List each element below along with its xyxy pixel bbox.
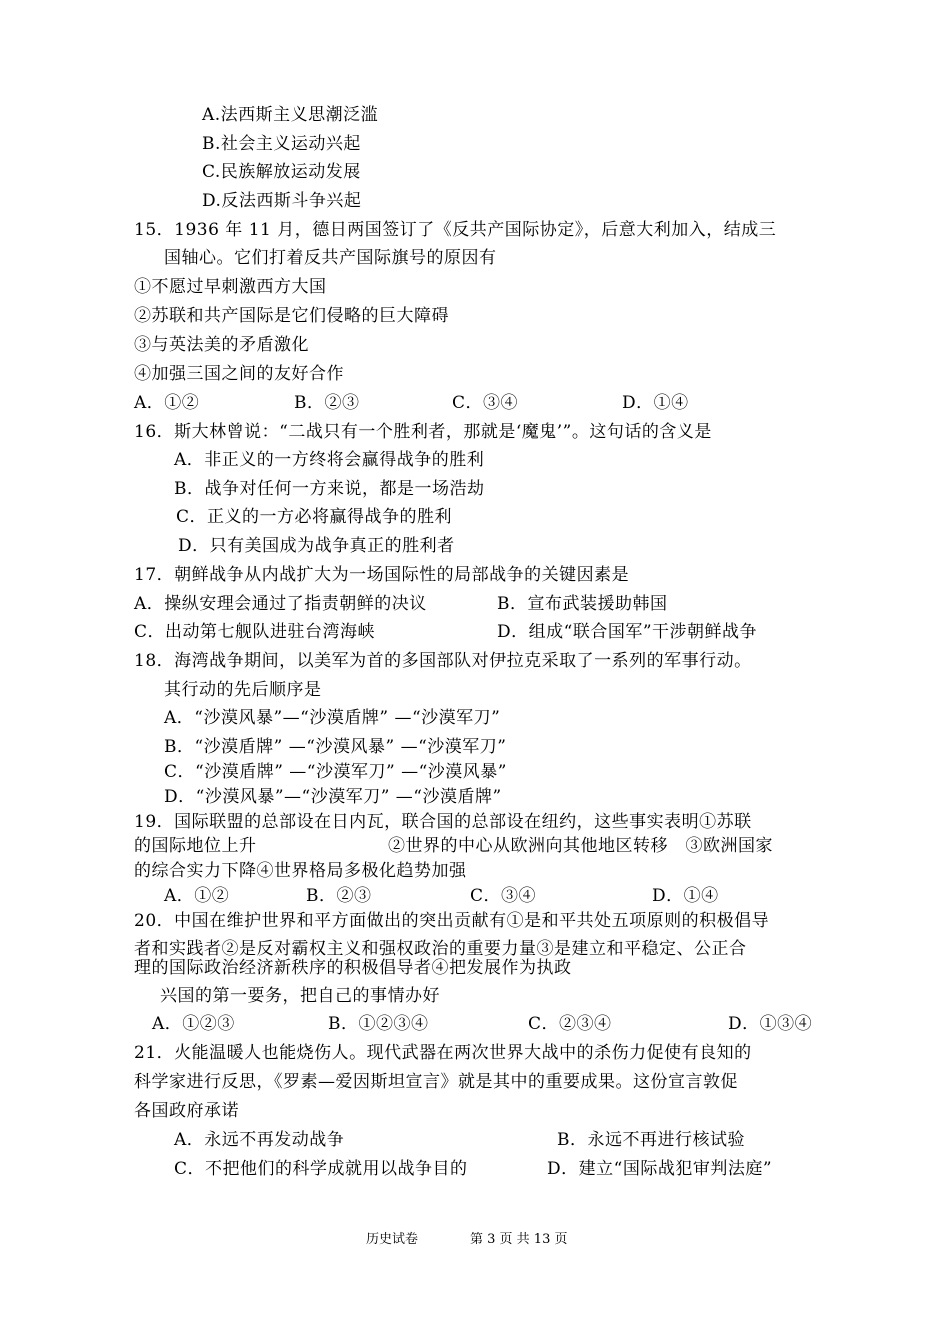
q16-stem: 16．斯大林曾说：“二战只有一个胜利者，那就是‘魔鬼’”。这句话的含义是 xyxy=(134,422,712,442)
q21-stem-line2: 科学家进行反思，《罗素—爱因斯坦宣言》就是其中的重要成果。这份宣言敦促 xyxy=(134,1072,738,1092)
q14-option-c: C.民族解放运动发展 xyxy=(202,162,361,182)
q21-option-d: D．建立“国际战犯审判法庭” xyxy=(547,1159,773,1179)
q15-stem-line2: 国轴心。它们打着反共产国际旗号的原因有 xyxy=(164,248,497,268)
q19-stem-line2b: ②世界的中心从欧洲向其他地区转移 ③欧洲国家 xyxy=(388,836,773,856)
q14-option-d: D.反法西斯斗争兴起 xyxy=(202,191,362,211)
q17-option-d: D．组成“联合国军”干涉朝鲜战争 xyxy=(497,622,758,642)
q21-option-a: A．永远不再发动战争 xyxy=(174,1130,345,1150)
q18-stem-line2: 其行动的先后顺序是 xyxy=(164,680,322,700)
q19-stem-line1: 19．国际联盟的总部设在日内瓦，联合国的总部设在纽约，这些事实表明①苏联 xyxy=(134,812,752,832)
q17-option-c: C．出动第七舰队进驻台湾海峡 xyxy=(134,622,376,642)
q16-option-d: D．只有美国成为战争真正的胜利者 xyxy=(178,536,455,556)
q14-option-a: A.法西斯主义思潮泛滥 xyxy=(202,105,379,125)
q17-stem: 17．朝鲜战争从内战扩大为一场国际性的局部战争的关键因素是 xyxy=(134,565,630,585)
q19-stem-line3: 的综合实力下降④世界格局多极化趋势加强 xyxy=(134,861,467,881)
q15-option-b: B．②③ xyxy=(294,393,360,413)
q19-option-c: C．③④ xyxy=(470,886,537,906)
q15-item-4: ④加强三国之间的友好合作 xyxy=(134,364,344,384)
footer-page-number: 第 3 页 共 13 页 xyxy=(470,1232,568,1247)
q20-stem-line1: 20．中国在维护世界和平方面做出的突出贡献有①是和平共处五项原则的积极倡导 xyxy=(134,911,770,931)
q19-stem-line2a: 的国际地位上升 xyxy=(134,836,257,856)
q18-option-a: A．“沙漠风暴”—“沙漠盾牌” —“沙漠军刀” xyxy=(164,708,501,728)
q16-option-b: B．战争对任何一方来说，都是一场浩劫 xyxy=(174,479,485,499)
q16-option-a: A．非正义的一方终将会赢得战争的胜利 xyxy=(174,450,485,470)
q18-option-d: D．“沙漠风暴”—“沙漠军刀” —“沙漠盾牌” xyxy=(164,787,502,807)
q21-option-c: C．不把他们的科学成就用以战争目的 xyxy=(174,1159,468,1179)
q20-option-a: A．①②③ xyxy=(152,1014,235,1034)
q14-option-b: B.社会主义运动兴起 xyxy=(202,134,361,154)
q18-stem-line1: 18．海湾战争期间，以美军为首的多国部队对伊拉克采取了一系列的军事行动。 xyxy=(134,651,752,671)
q20-stem-line3: 理的国际政治经济新秩序的积极倡导者④把发展作为执政 xyxy=(134,958,572,978)
q18-option-b: B．“沙漠盾牌” —“沙漠风暴” —“沙漠军刀” xyxy=(164,737,507,757)
q20-option-d: D．①③④ xyxy=(728,1014,813,1034)
q17-option-a: A．操纵安理会通过了指责朝鲜的决议 xyxy=(134,594,427,614)
q21-stem-line3: 各国政府承诺 xyxy=(134,1101,239,1121)
q21-stem-line1: 21．火能温暖人也能烧伤人。现代武器在两次世界大战中的杀伤力促使有良知的 xyxy=(134,1043,752,1063)
q20-stem-line2: 者和实践者②是反对霸权主义和强权政治的重要力量③是建立和平稳定、公正合 xyxy=(134,939,747,959)
q15-option-c: C．③④ xyxy=(452,393,519,413)
q18-option-c: C．“沙漠盾牌” —“沙漠军刀” —“沙漠风暴” xyxy=(164,762,507,782)
q15-item-2: ②苏联和共产国际是它们侵略的巨大障碍 xyxy=(134,306,449,326)
q21-option-b: B．永远不再进行核试验 xyxy=(557,1130,745,1150)
q15-stem-line1: 15．1936 年 11 月，德日两国签订了《反共产国际协定》，后意大利加入，结成三 xyxy=(134,220,777,240)
q15-option-d: D．①④ xyxy=(622,393,689,413)
q20-option-b: B．①②③④ xyxy=(328,1014,429,1034)
q15-item-1: ①不愿过早刺激西方大国 xyxy=(134,277,327,297)
q20-option-c: C．②③④ xyxy=(528,1014,612,1034)
q19-option-a: A．①② xyxy=(164,886,230,906)
q15-option-a: A．①② xyxy=(134,393,200,413)
q16-option-c: C．正义的一方必将赢得战争的胜利 xyxy=(176,507,453,527)
q20-stem-line4: 兴国的第一要务，把自己的事情办好 xyxy=(160,986,440,1006)
q17-option-b: B．宣布武装援助韩国 xyxy=(497,594,668,614)
q19-option-d: D．①④ xyxy=(652,886,719,906)
q15-item-3: ③与英法美的矛盾激化 xyxy=(134,335,309,355)
footer-subject: 历史试卷 xyxy=(366,1232,419,1247)
q19-option-b: B．②③ xyxy=(306,886,372,906)
